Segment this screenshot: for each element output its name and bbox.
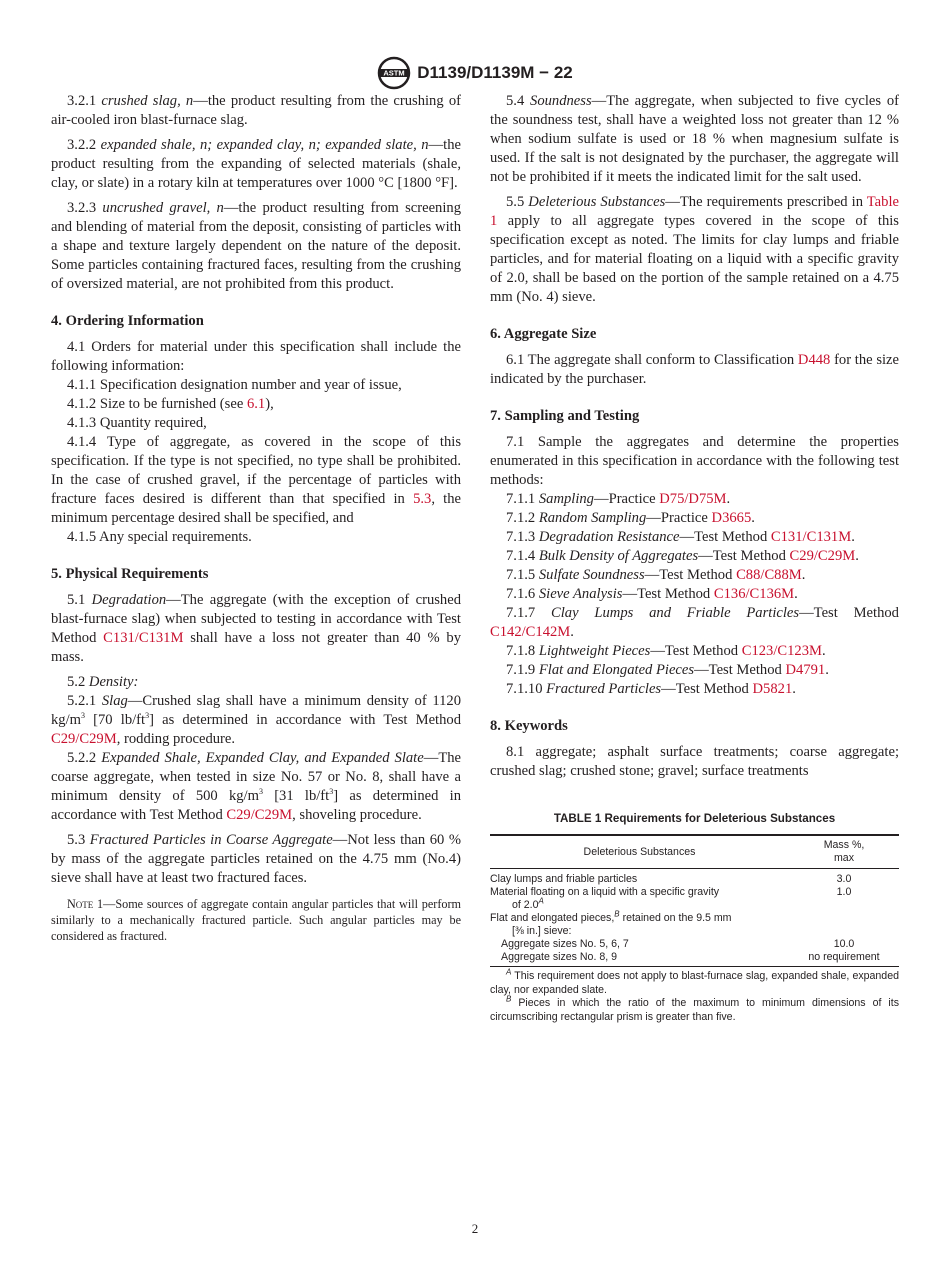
link-c29-2[interactable]: C29/C29M [226,807,293,823]
para-3-2-1: 3.2.1 crushed slag, n—the product resulting from the crushing of air-cooled iron blast-furnace slag. [51,93,461,128]
list-item: 7.1.5 Sulfate Soundness—Test Method C88/C88M. [506,567,806,583]
list-item: 7.1.3 Degradation Resistance—Test Method C131/C131M. [506,529,855,545]
section-8-heading: 8. Keywords [490,718,568,734]
para-4-1-5: 4.1.5 Any special requirements. [67,529,252,545]
para-5-2-2: 5.2.2 Expanded Shale, Expanded Clay, and Expanded Slate—The coarse aggregate, when tested in size No. 57 or No. 8, shall have a minimum density of 500 $kg/m^3$ [31 $lb/ft^3$] as determined in accordance with Test Method C29/C29M, shoveling procedure. [51,750,462,823]
astm-logo-icon [377,56,411,90]
link-d448[interactable]: D448 [797,352,831,368]
footnote-b: $^B$ Pieces in which the ratio of the maximum to minimum dimensions of its circumscribing rectangular prism is greater than five. [490,994,899,1023]
para-4-1-2: 4.1.2 Size to be furnished (see 6.1), [67,396,274,412]
left-column [51,92,461,944]
list-item: 7.1.4 Bulk Density of Aggregates—Test Method C29/C29M. [506,548,859,564]
method-link[interactable]: C123/C123M [741,643,822,659]
list-item: 7.1.7 Clay Lumps and Friable Particles—Test Method C142/C142M. [490,605,899,640]
method-link[interactable]: D3665 [711,510,752,526]
para-7-1: 7.1 Sample the aggregates and determine the properties enumerated in this specification in accordance with the following test methods: [490,434,899,488]
para-5-1: 5.1 Degradation—The aggregate (with the exception of crushed blast-furnace slag) when subjected to testing in accordance with Test Method C131/C131M shall have a loss not greater than 40 % by mass. [51,592,461,665]
para-5-2-1: 5.2.1 Slag—Crushed slag shall have a minimum density of 1120 $kg/m^3$ [70 $lb/ft^3$] as determined in accordance with Test Method C29/C29M, rodding procedure. [51,693,461,747]
right-column [490,92,899,1024]
method-link[interactable]: C131/C131M [770,529,852,545]
section-7-heading: 7. Sampling and Testing [490,408,640,424]
method-link[interactable]: C136/C136M [713,586,795,602]
link-c131[interactable]: C131/C131M [103,630,184,646]
note-1: Note 1—Some sources of aggregate contain angular particles that will perform similarly to a mechanically fractured particle. Such angular particles may be considered as fractured. [51,897,462,943]
para-6-1: 6.1 The aggregate shall conform to Classification D448 for the size indicated by the purchaser. [490,352,900,387]
document-code: D1139/D1139M − 22 [417,63,573,82]
list-item: 7.1.1 Sampling—Practice D75/D75M. [506,491,731,507]
para-5-2: 5.2 Density: [67,674,139,690]
method-link[interactable]: D75/D75M [659,491,727,507]
method-link[interactable]: C142/C142M [490,624,571,640]
table-row: Clay lumps and friable particles 3.0 [490,873,852,885]
table-title: TABLE 1 Requirements for Deleterious Substances [553,812,836,825]
method-link[interactable]: D5821 [752,681,793,697]
list-item: 7.1.9 Flat and Elongated Pieces—Test Method D4791. [506,662,829,678]
link-table-1[interactable]: Table 1 [490,194,899,229]
section-4-heading: 4. Ordering Information [51,313,204,329]
table-row: Flat and elongated pieces,$^B$ retained on the 9.5 mm [⅜ in.] sieve: [490,909,732,937]
list-item: 7.1.10 Fractured Particles—Test Method D5821. [506,681,796,697]
method-link[interactable]: D4791 [785,662,826,678]
logo-text: ASTM [383,68,405,78]
list-item: 7.1.6 Sieve Analysis—Test Method C136/C136M. [506,586,798,602]
list-item: 7.1.8 Lightweight Pieces—Test Method C123/C123M. [506,643,826,659]
para-4-1-1: 4.1.1 Specification designation number and year of issue, [67,377,402,393]
test-method-list [490,490,899,699]
para-3-2-3: 3.2.3 uncrushed gravel, n—the product resulting from screening and blending of material from the deposit, consisting of particles with a shape and texture largely dependent on the nature of the deposit. Some particles containing fractured faces, resulting from the crushing of oversized material, are not prohibited from this product. [51,200,461,292]
section-5-heading: 5. Physical Requirements [51,566,209,582]
para-4-1-3: 4.1.3 Quantity required, [67,415,207,431]
table-row: Aggregate sizes No. 5, 6, 7 10.0 [501,938,855,950]
para-5-3: 5.3 Fractured Particles in Coarse Aggregate—Not less than 60 % by mass of the aggregate particles retained on the 4.75 mm (No.4) sieve shall have at least two fractured faces. [51,832,461,886]
table-header: Mass %, max [789,835,899,869]
link-c29[interactable]: C29/C29M [51,731,117,747]
link-6-1[interactable]: 6.1 [246,396,266,412]
para-3-2-2: 3.2.2 expanded shale, n; expanded clay, n; expanded slate, n—the product resulting from the expanding of selected materials (shale, clay, or slate) in a rotary kiln at temperatures over 1000 °C [1800 °F]. [51,137,461,191]
table-row: Material floating on a liquid with a specific gravity of $2.0^A$ 1.0 [490,886,852,911]
page-header [0,56,950,90]
para-4-1-4: 4.1.4 Type of aggregate, as covered in the scope of this specification. If the type is not specified, no type shall be prohibited. In the case of crushed gravel, if the percentage of particles with fracture faces desired is different than that specified in 5.3, the minimum percentage desired shall be specified, and [51,434,461,526]
method-link[interactable]: C88/C88M [736,567,802,583]
para-5-5: 5.5 Deleterious Substances—The requirements prescribed in Table 1 apply to all aggregate types covered in the scope of this specification except as noted. The limits for clay lumps and friable particles, and for material floating on a liquid with a specific gravity of 2.0, shall be based on the portion of the sample retained on a 4.75 mm (No. 4) sieve. [490,194,899,305]
para-4-1: 4.1 Orders for material under this specification shall include the following information: [51,339,461,374]
section-6-heading: 6. Aggregate Size [490,326,597,342]
deleterious-table [490,834,899,967]
page-number: 2 [471,1221,479,1236]
footnote-a: $^A$ This requirement does not apply to blast-furnace slag, expanded shale, expanded clay, nor expanded slate. [490,967,899,996]
para-5-4: 5.4 Soundness—The aggregate, when subjected to five cycles of the soundness test, shall have a weighted loss not greater than 12 % when sodium sulfate is used or 18 % when magnesium sulfate is used. If the salt is not designated by the purchaser, the aggregate will not be prohibited if it meets the indicated limit for the salt used. [490,93,899,185]
table-header: Deleterious Substances [490,835,789,869]
table-row: Aggregate sizes No. 8, 9 no requirement [501,951,880,963]
list-item: 7.1.2 Random Sampling—Practice D3665. [506,510,755,526]
para-8-1: 8.1 aggregate; asphalt surface treatments; coarse aggregate; crushed slag; crushed stone; gravel; surface treatments [490,744,899,779]
method-link[interactable]: C29/C29M [789,548,856,564]
link-5-3[interactable]: 5.3 [413,491,432,507]
